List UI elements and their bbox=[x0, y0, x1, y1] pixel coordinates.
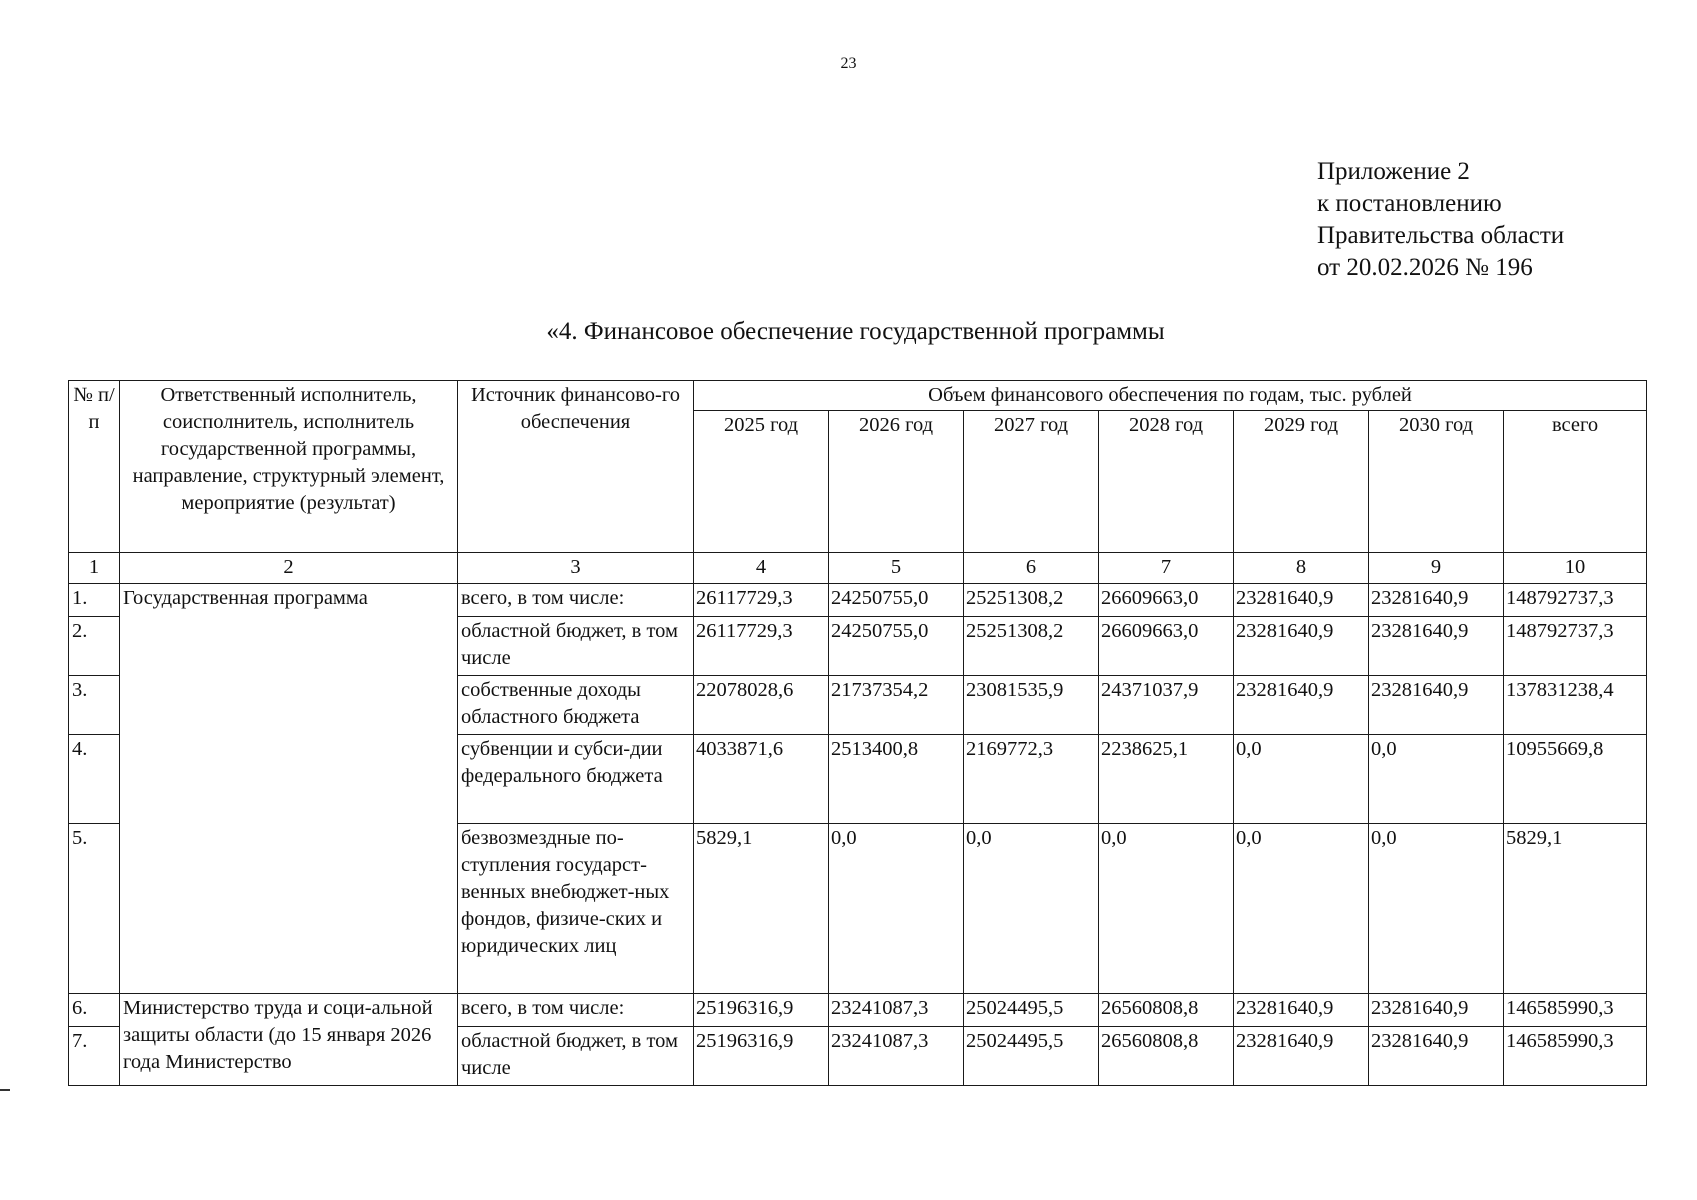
row-value: 2513400,8 bbox=[829, 735, 964, 824]
row-num: 1. bbox=[69, 584, 120, 617]
column-number: 10 bbox=[1504, 553, 1647, 584]
row-value: 0,0 bbox=[1369, 824, 1504, 994]
column-number: 4 bbox=[694, 553, 829, 584]
appendix-line: от 20.02.2026 № 196 bbox=[1317, 254, 1533, 281]
row-value: 24250755,0 bbox=[829, 584, 964, 617]
row-value: 26117729,3 bbox=[694, 584, 829, 617]
row-value: 5829,1 bbox=[694, 824, 829, 994]
column-number: 8 bbox=[1234, 553, 1369, 584]
row-num: 7. bbox=[69, 1027, 120, 1086]
row-value: 23281640,9 bbox=[1369, 584, 1504, 617]
appendix-line: Правительства области bbox=[1317, 222, 1565, 249]
row-source: областной бюджет, в том числе bbox=[458, 617, 694, 676]
row-value: 23281640,9 bbox=[1234, 617, 1369, 676]
column-number: 5 bbox=[829, 553, 964, 584]
column-number: 1 bbox=[69, 553, 120, 584]
header-row bbox=[69, 381, 1647, 411]
row-value: 26560808,8 bbox=[1099, 1027, 1234, 1086]
row-num: 3. bbox=[69, 676, 120, 735]
row-value: 23241087,3 bbox=[829, 1027, 964, 1086]
row-value: 22078028,6 bbox=[694, 676, 829, 735]
row-value: 23281640,9 bbox=[1234, 584, 1369, 617]
row-value: 25251308,2 bbox=[964, 584, 1099, 617]
row-source: всего, в том числе: bbox=[458, 584, 694, 617]
section-title-text: «4. Финансовое обеспечение государственной программы bbox=[546, 318, 1165, 345]
header-year: 2025 год bbox=[694, 411, 829, 553]
appendix-block bbox=[1317, 156, 1564, 284]
row-value: 24250755,0 bbox=[829, 617, 964, 676]
column-numbers-row bbox=[69, 553, 1647, 584]
row-num: 6. bbox=[69, 994, 120, 1027]
column-number: 3 bbox=[458, 553, 694, 584]
row-value: 21737354,2 bbox=[829, 676, 964, 735]
row-value: 23281640,9 bbox=[1369, 676, 1504, 735]
row-value: 26117729,3 bbox=[694, 617, 829, 676]
header-year: 2026 год bbox=[829, 411, 964, 553]
row-value: 5829,1 bbox=[1504, 824, 1647, 994]
column-number: 2 bbox=[120, 553, 458, 584]
column-number: 9 bbox=[1369, 553, 1504, 584]
row-executor: Государственная программа bbox=[120, 584, 458, 994]
row-source: безвозмездные по-ступления государст-венных внебюджет-ных фондов, физиче-ских и юридических лиц bbox=[458, 824, 694, 994]
row-source: всего, в том числе: bbox=[458, 994, 694, 1027]
row-value: 23081535,9 bbox=[964, 676, 1099, 735]
header-source: Источник финансово-го обеспечения bbox=[458, 381, 694, 553]
header-total: всего bbox=[1504, 411, 1647, 553]
header-year: 2027 год bbox=[964, 411, 1099, 553]
column-number: 6 bbox=[964, 553, 1099, 584]
row-value: 0,0 bbox=[1234, 735, 1369, 824]
financing-table bbox=[68, 380, 1647, 1086]
row-value: 23281640,9 bbox=[1369, 617, 1504, 676]
row-source: областной бюджет, в том числе bbox=[458, 1027, 694, 1086]
row-value: 23281640,9 bbox=[1369, 1027, 1504, 1086]
row-value: 23281640,9 bbox=[1369, 994, 1504, 1027]
row-value: 2169772,3 bbox=[964, 735, 1099, 824]
row-value: 0,0 bbox=[1369, 735, 1504, 824]
row-executor: Министерство труда и соци-альной защиты области (до 15 января 2026 года Министерство bbox=[120, 994, 458, 1086]
row-value: 0,0 bbox=[964, 824, 1099, 994]
row-value: 148792737,3 bbox=[1504, 617, 1647, 676]
page-number: 23 bbox=[840, 55, 857, 72]
row-value: 26609663,0 bbox=[1099, 584, 1234, 617]
row-value: 25024495,5 bbox=[964, 1027, 1099, 1086]
table-row bbox=[69, 994, 1647, 1027]
row-value: 25251308,2 bbox=[964, 617, 1099, 676]
row-source: субвенции и субси-дии федерального бюджета bbox=[458, 735, 694, 824]
section-title bbox=[0, 318, 1697, 346]
row-value: 26560808,8 bbox=[1099, 994, 1234, 1027]
row-value: 0,0 bbox=[1099, 824, 1234, 994]
row-value: 137831238,4 bbox=[1504, 676, 1647, 735]
row-value: 0,0 bbox=[1234, 824, 1369, 994]
row-value: 25024495,5 bbox=[964, 994, 1099, 1027]
header-year: 2028 год bbox=[1099, 411, 1234, 553]
appendix-line: Приложение 2 bbox=[1317, 158, 1470, 185]
table-row bbox=[69, 584, 1647, 617]
appendix-line: к постановлению bbox=[1317, 190, 1502, 217]
header-num: № п/п bbox=[69, 381, 120, 553]
row-num: 2. bbox=[69, 617, 120, 676]
row-value: 146585990,3 bbox=[1504, 994, 1647, 1027]
row-value: 25196316,9 bbox=[694, 1027, 829, 1086]
row-value: 23241087,3 bbox=[829, 994, 964, 1027]
header-volume: Объем финансового обеспечения по годам, тыс. рублей bbox=[694, 381, 1647, 411]
row-value: 25196316,9 bbox=[694, 994, 829, 1027]
row-value: 23281640,9 bbox=[1234, 994, 1369, 1027]
row-value: 148792737,3 bbox=[1504, 584, 1647, 617]
header-year: 2030 год bbox=[1369, 411, 1504, 553]
row-num: 4. bbox=[69, 735, 120, 824]
header-year: 2029 год bbox=[1234, 411, 1369, 553]
row-value: 23281640,9 bbox=[1234, 1027, 1369, 1086]
row-value: 24371037,9 bbox=[1099, 676, 1234, 735]
row-value: 2238625,1 bbox=[1099, 735, 1234, 824]
scan-edge-mark bbox=[0, 1089, 10, 1091]
row-source: собственные доходы областного бюджета bbox=[458, 676, 694, 735]
row-value: 23281640,9 bbox=[1234, 676, 1369, 735]
row-num: 5. bbox=[69, 824, 120, 994]
row-value: 26609663,0 bbox=[1099, 617, 1234, 676]
row-value: 0,0 bbox=[829, 824, 964, 994]
header-executor: Ответственный исполнитель, соисполнитель, исполнитель государственной программы, направление, структурный элемент, мероприятие (результат) bbox=[120, 381, 458, 553]
row-value: 146585990,3 bbox=[1504, 1027, 1647, 1086]
column-number: 7 bbox=[1099, 553, 1234, 584]
row-value: 4033871,6 bbox=[694, 735, 829, 824]
row-value: 10955669,8 bbox=[1504, 735, 1647, 824]
